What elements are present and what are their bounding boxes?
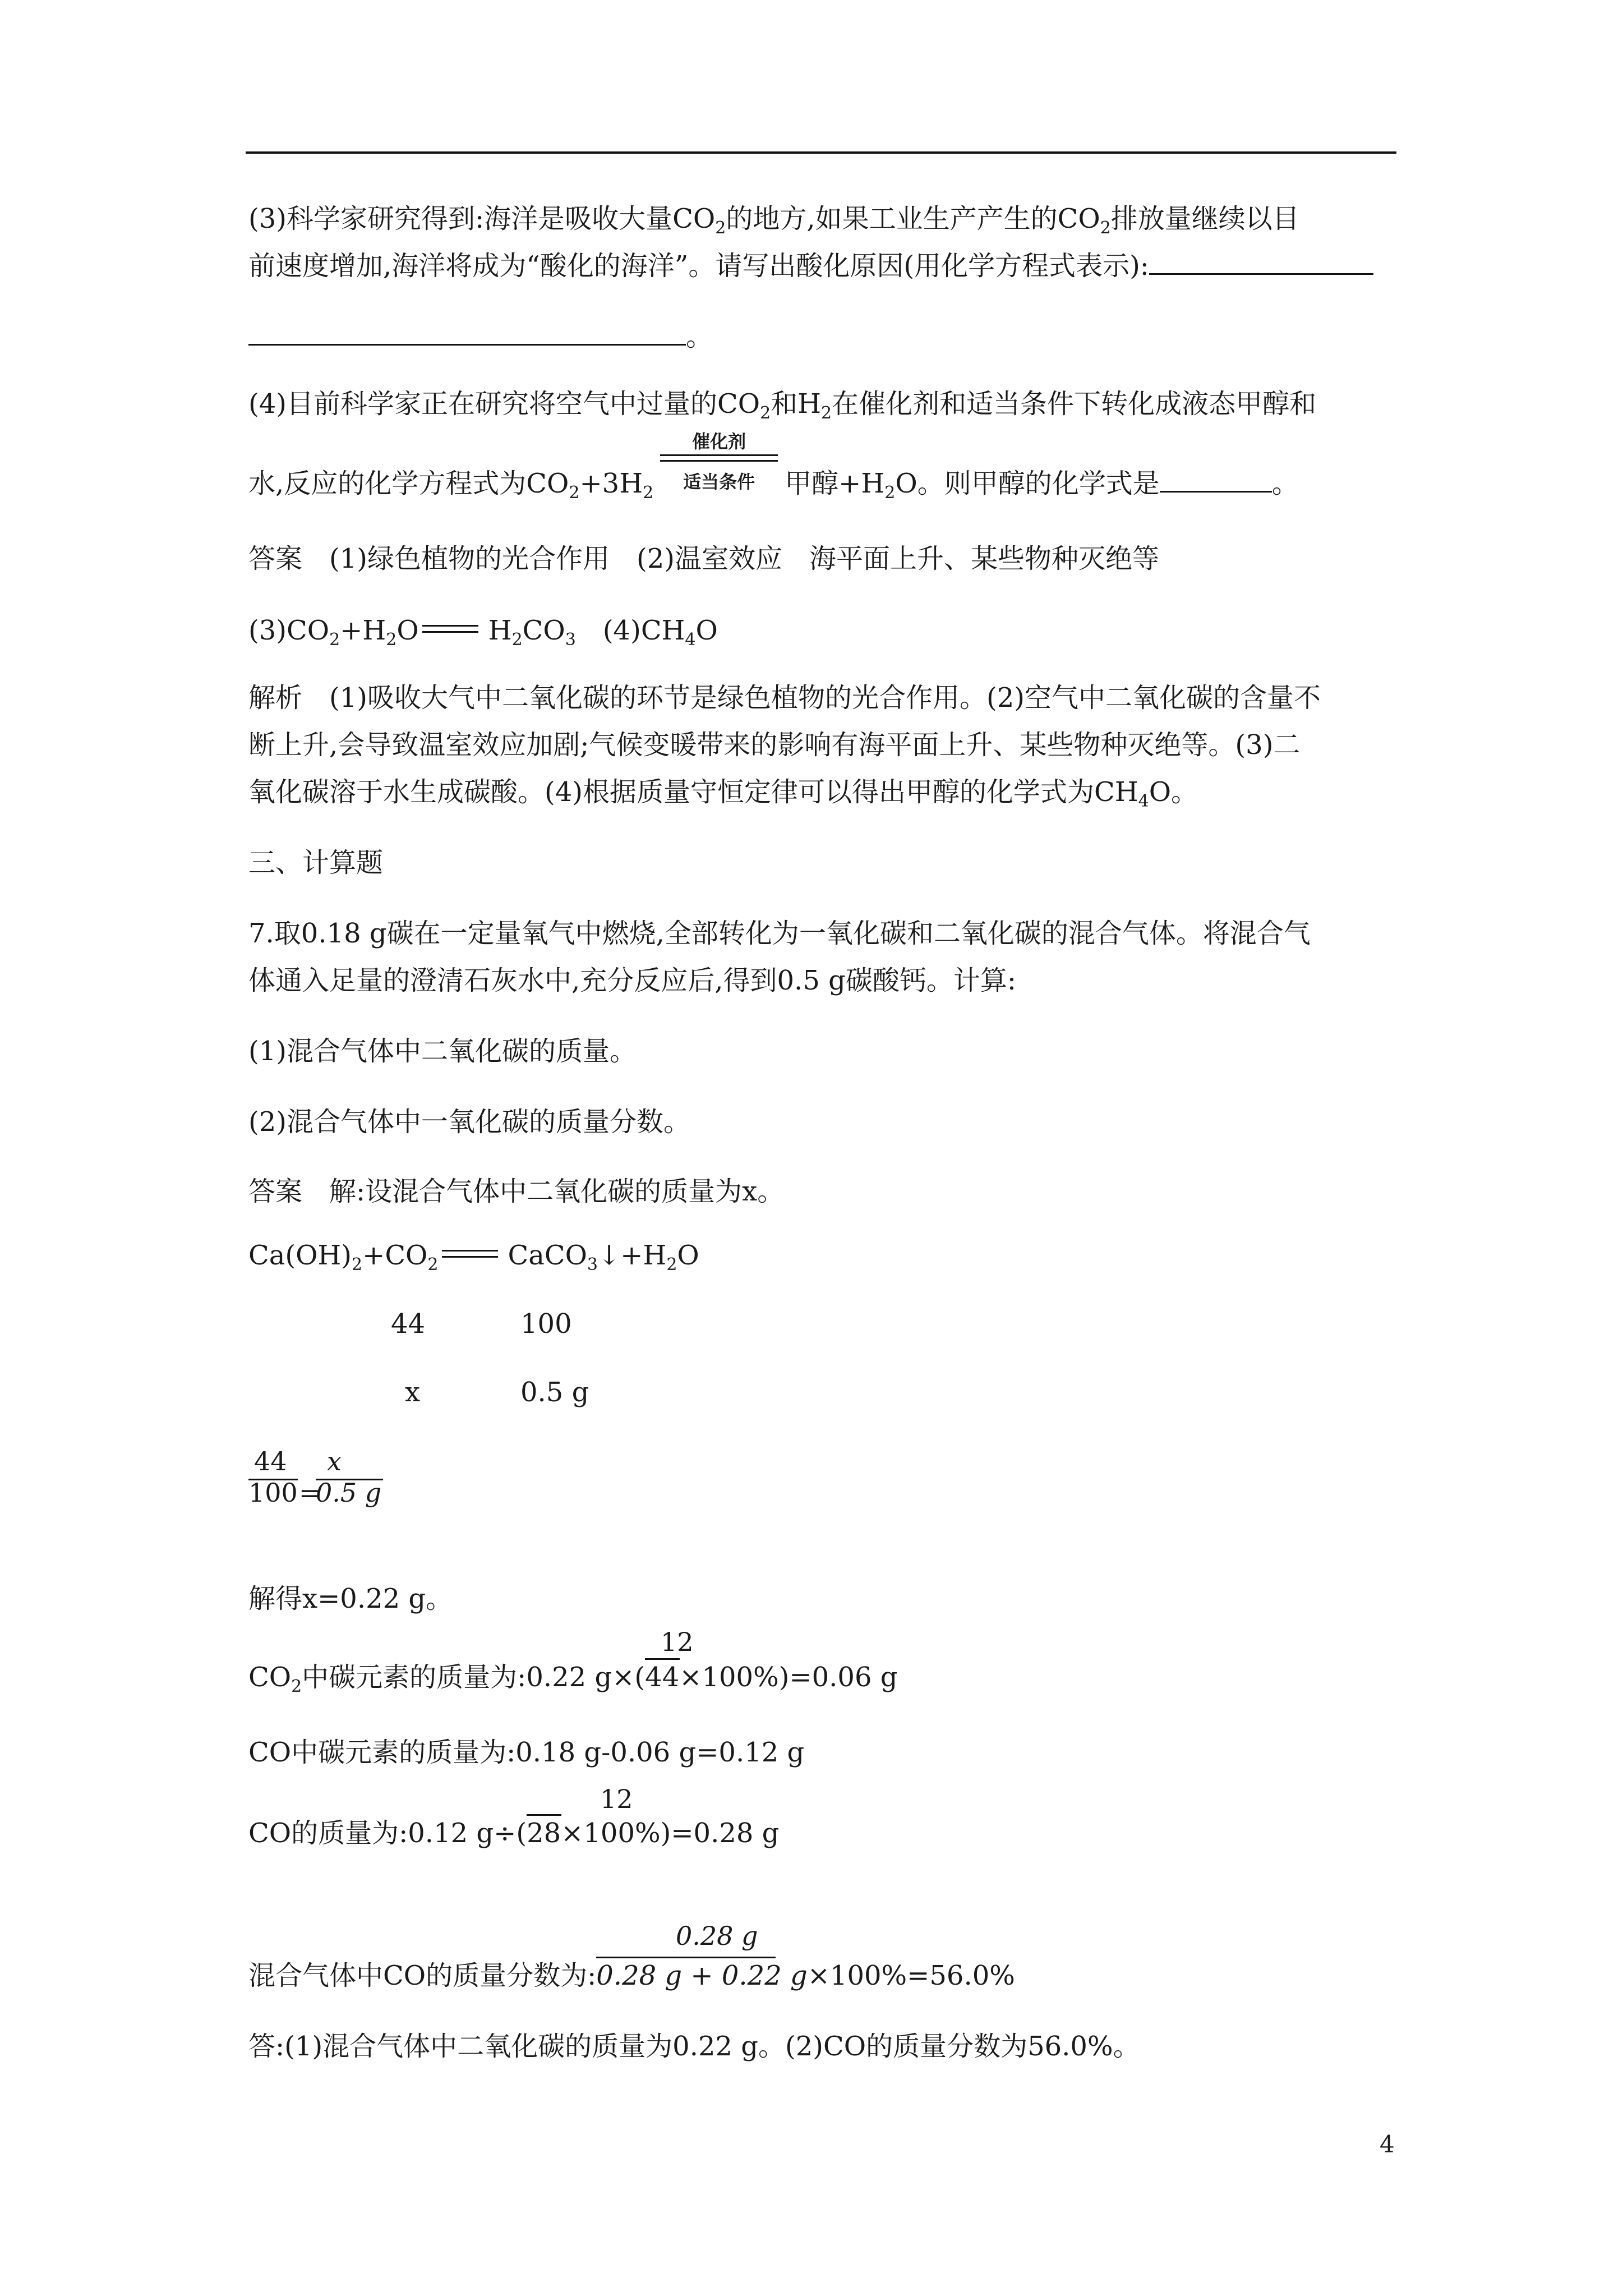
q7-sub-question-2: (2)混合气体中一氧化碳的质量分数。 (248, 1106, 690, 1138)
relative-mass-co2: 44 (391, 1308, 426, 1340)
q7-carbon-in-co2: $CO_2$中碳元素的质量为:0.22 g×( 44×100%)=0.06 g (248, 1660, 897, 1694)
relative-mass-caco3: 100 (520, 1308, 572, 1340)
condition-label: 适当条件 (683, 471, 755, 493)
page-number: 4 (1380, 2131, 1395, 2158)
q6-explanation-line3: 氧化碳溶于水生成碳酸。(4)根据质量守恒定律可以得出甲醇的化学式为$CH_4O$。 (248, 776, 1198, 811)
catalyst-label: 催化剂 (692, 431, 746, 452)
q7-equation: $Ca(OH)_2+CO_2$ $CaCO_3↓+H_2O$ (248, 1240, 699, 1274)
formula-blank[interactable] (1160, 468, 1272, 493)
q6-answer-line1: 答案 (1)绿色植物的光合作用 (2)温室效应 海平面上升、某些物种灭绝等 (248, 543, 1159, 574)
q6-answer-line2: $(3)CO_2+H_2O$ $H_2CO_3$ $(4)CH_4O$ (248, 615, 718, 650)
q6-part3-line3: 。 (248, 320, 713, 353)
header-rule (246, 151, 1396, 154)
q7-solve: 解得x=0.22 g。 (248, 1583, 453, 1614)
q7-stem-line1: 7.取0.18 g碳在一定量氧气中燃烧,全部转化为一氧化碳和二氧化碳的混合气体。将混合气 (248, 918, 1311, 949)
equals-sign (422, 625, 478, 633)
mass-caco3: 0.5 g (520, 1377, 589, 1408)
q6-part3-line2: 前速度增加,海洋将成为“酸化的海洋”。请写出酸化原因(用化学方程式表示): (248, 249, 1373, 283)
document-page: (3)科学家研究得到:海洋是吸收大量$CO_2$的地方,如果工业生产产生的$CO_2$排放量继续以目 前速度增加,海洋将成为“酸化的海洋”。请写出酸化原因(用化学方程式表示): 。 (4)目前科学家正在研究将空气中过量的$CO_2$和$H_2$在催化剂和适当条件下转化成液态甲醇和 水,反应的化学方程式为$CO_2+3H_2$ 催化剂 适当条件 甲醇$+H_2O$。则甲醇的化学式是 。 答案 (1)绿色植物的光合作用 (2)温室效应 海平面上升、某些物种灭绝等 $(3)CO_2+H_2O$ $H_2CO_3$ $(4)CH_4O$ 解析 (1)吸收大气中二氧化碳的环节是绿色植物的光合作用。(2)空气中二氧化碳的含量不 断上升,会导致温室效应加剧;气候变暖带来的影响有海平面上升、某些物种灭绝等。(3)二 氧化碳溶于水生成碳酸。(4)根据质量守恒定律可以得出甲醇的化学式为$CH_4O$。 三、计算题 7.取0.18 g碳在一定量氧气中燃烧,全部转化为一氧化碳和二氧化碳的混合气体。将混合气 体通入足量的澄清石灰水中,充分反应后,得到0.5 g碳酸钙。计算: (1)混合气体中二氧化碳的质量。 (2)混合气体中一氧化碳的质量分数。 答案 解:设混合气体中二氧化碳的质量为x。 $Ca(OH)_2+CO_2$ $CaCO_3↓+H_2O$ 44 100 x 0.5 g 44 100 = x 0.5 g 解得x=0.22 g。 12 $CO_2$中碳元素的质量为:0.22 g×( 44×100%)=0.06 g CO中碳元素的质量为:0.18 g-0.06 g=0.12 g 12 CO的质量为:0.12 g÷( 28×100%)=0.28 g 0.28 g 混合气体中CO的质量分数为: 0.28 g + 0.22 g×100%=56.0% 答:(1)混合气体中二氧化碳的质量为0.22 g。(2)CO的质量分数为56.0%。 4 (0, 0, 1623, 2296)
answer-blank[interactable] (1149, 251, 1373, 275)
q7-sub-question-1: (1)混合气体中二氧化碳的质量。 (248, 1036, 637, 1067)
reaction-condition-arrow (660, 431, 778, 500)
equals-sign (442, 1250, 498, 1258)
q7-final-answer: 答:(1)混合气体中二氧化碳的质量为0.22 g。(2)CO的质量分数为56.0%。 (248, 2031, 1140, 2062)
q6-part3-line1: (3)科学家研究得到:海洋是吸收大量$CO_2$的地方,如果工业生产产生的$CO_2$排放量继续以目 (248, 203, 1299, 238)
q6-explanation-line2: 断上升,会导致温室效应加剧;气候变暖带来的影响有海平面上升、某些物种灭绝等。(3)二 (248, 729, 1301, 761)
q6-part4-line1: (4)目前科学家正在研究将空气中过量的$CO_2$和$H_2$在催化剂和适当条件下转化成液态甲醇和 (248, 388, 1317, 423)
q7-carbon-in-co: CO中碳元素的质量为:0.18 g-0.06 g=0.12 g (248, 1737, 805, 1768)
q7-co-mass: CO的质量为:0.12 g÷( 28×100%)=0.28 g (248, 1816, 779, 1850)
q7-stem-line2: 体通入足量的澄清石灰水中,充分反应后,得到0.5 g碳酸钙。计算: (248, 965, 1017, 996)
q6-part4-line2: 水,反应的化学方程式为$CO_2+3H_2$ 催化剂 适当条件 甲醇$+H_2O$。则甲醇的化学式是 。 (248, 431, 1299, 503)
q7-answer-intro: 答案 解:设混合气体中二氧化碳的质量为x。 (248, 1176, 785, 1207)
q6-explanation-line1: 解析 (1)吸收大气中二氧化碳的环节是绿色植物的光合作用。(2)空气中二氧化碳的含量不 (248, 682, 1321, 714)
answer-blank-continued[interactable] (248, 321, 686, 346)
section-heading: 三、计算题 (248, 847, 384, 878)
unknown-x: x (405, 1377, 421, 1408)
q7-mass-fraction: 混合气体中CO的质量分数为: 0.28 g + 0.22 g×100%=56.0% (248, 1959, 1015, 1993)
